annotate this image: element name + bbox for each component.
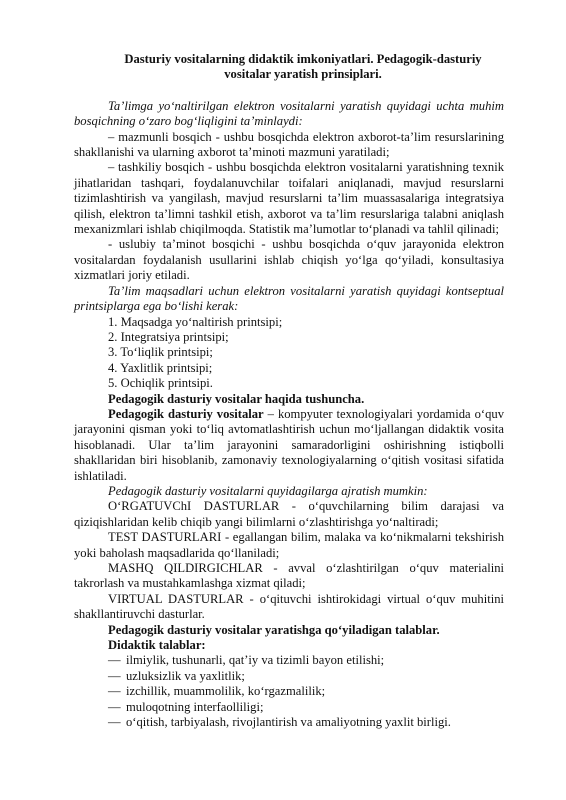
list-item: — ilmiylik, tushunarli, qat’iy va tizimli bayon etilishi; — [108, 653, 385, 668]
list-item: — muloqotning interfaolliligi; — [108, 699, 264, 714]
list-item: 1. Maqsadga yo‘naltirish printsipi; — [108, 314, 283, 329]
classification-intro: Pedagogik dasturiy vositalarni quyidagilarga ajratish mumkin: — [108, 483, 428, 498]
stage-paragraph: - uslubiy ta’minot bosqichi - ushbu bosqichda o‘quv jarayonida elektron vositalardan foydalanish usullarini ishlab chiqish yo‘lga qo‘yiladi, konsultasiya xizmatlari joriy etiladi. — [74, 237, 504, 283]
intro-paragraph: Ta’limga yo‘naltirilgan elektron vositalarni yaratish quyidagi uchta muhim bosqichning o‘zaro bog‘liqligini ta’minlaydi: — [74, 98, 504, 129]
dash-marker: — — [108, 668, 121, 683]
list-item: — o‘qitish, tarbiyalash, rivojlantirish va amaliyotning yaxlit birligi. — [108, 715, 451, 730]
list-item: — izchillik, muammolilik, ko‘rgazmalilik; — [108, 684, 326, 699]
page-title — [74, 52, 504, 83]
dash-marker: — — [108, 699, 121, 714]
dash-marker: — — [108, 684, 121, 699]
list-item: — uzluksizlik va yaxlitlik; — [108, 668, 245, 683]
section-heading: Pedagogik dasturiy vositalar yaratishga qo‘yiladigan talablar. — [108, 622, 440, 637]
principles-intro: Ta’lim maqsadlari uchun elektron vositalarni yaratish quyidagi kontseptual printsiplarga ega bo‘lishi kerak: — [74, 283, 504, 314]
type-paragraph: MASHQ QILDIRGICHLAR - avval o‘zlashtirilgan o‘quv materialini takrorlash va mustahkamlashga xizmat qiladi; — [74, 561, 504, 591]
title-line-1: Dasturiy vositalarning didaktik imkoniyatlari. Pedagogik-dasturiy — [124, 52, 482, 66]
type-paragraph: O‘RGATUVChI DASTURLAR - o‘quvchilarning bilim darajasi va qiziqishlaridan kelib chiqib yangi bilimlarni o‘zlashtirishga yo‘naltiradi; — [74, 499, 504, 529]
section-heading: Pedagogik dasturiy vositalar haqida tushuncha. — [108, 391, 365, 406]
didactic-list — [74, 653, 504, 730]
list-item: 3. To‘liqlik printsipi; — [108, 345, 213, 360]
type-paragraph: TEST DASTURLARI - egallangan bilim, malaka va ko‘nikmalarni tekshirish yoki baholash maqsadlarida qo‘llaniladi; — [74, 530, 504, 560]
list-item: 5. Ochiqlik printsipi. — [108, 376, 213, 391]
stage-paragraph: – tashkiliy bosqich - ushbu bosqichda elektron vositalarni yaratishning texnik jihatlaridan tashqari, foydalanuvchilar toifalari aniqlanadi, mavjud resurslarni tizimlashtirish va yangilash, mavjud resurslarni ta’lim muassasalariga integratsiya qilish, elektron ta’limni tashkil etish, axborot va ta’lim resurslariga talabni aniqlash mexanizmlari ishlab chiqilmoqda. Statistik ma’lumotlar to‘planadi va tahlil qilinadi; — [74, 160, 504, 237]
definition-text: – kompyuter texnologiyalari yordamida o‘quv jarayonini qisman yoki to‘liq avtomatlashtirish uchun mo‘ljallangan didaktik vosita hisoblanadi. Ular ta’lim jarayonini samaradorligini oshirishning istiqbolli shakllaridan biri hisoblanib, zamonaviy texnologiyalarning o‘qitish vositasi sifatida ishlatiladi. — [74, 406, 504, 483]
definition-term: Pedagogik dasturiy vositalar — [108, 406, 264, 421]
dash-marker: — — [108, 715, 121, 730]
principles-list — [74, 315, 504, 392]
list-item: 4. Yaxlitlik printsipi; — [108, 360, 213, 375]
dash-marker: — — [108, 653, 121, 668]
subsection-heading: Didaktik talablar: — [108, 638, 206, 653]
stage-paragraph: – mazmunli bosqich - ushbu bosqichda elektron axborot-ta’lim resurslarining shakllanishi va ularning axborot ta’minoti mazmuni yaratiladi; — [74, 129, 504, 160]
title-line-2: vositalar yaratish prinsiplari. — [224, 67, 382, 82]
definition-paragraph — [74, 407, 504, 484]
list-item: 2. Integratsiya printsipi; — [108, 329, 229, 344]
type-paragraph: VIRTUAL DASTURLAR - o‘qituvchi ishtirokidagi virtual o‘quv muhitini shakllantiruvchi dasturlar. — [74, 591, 504, 622]
